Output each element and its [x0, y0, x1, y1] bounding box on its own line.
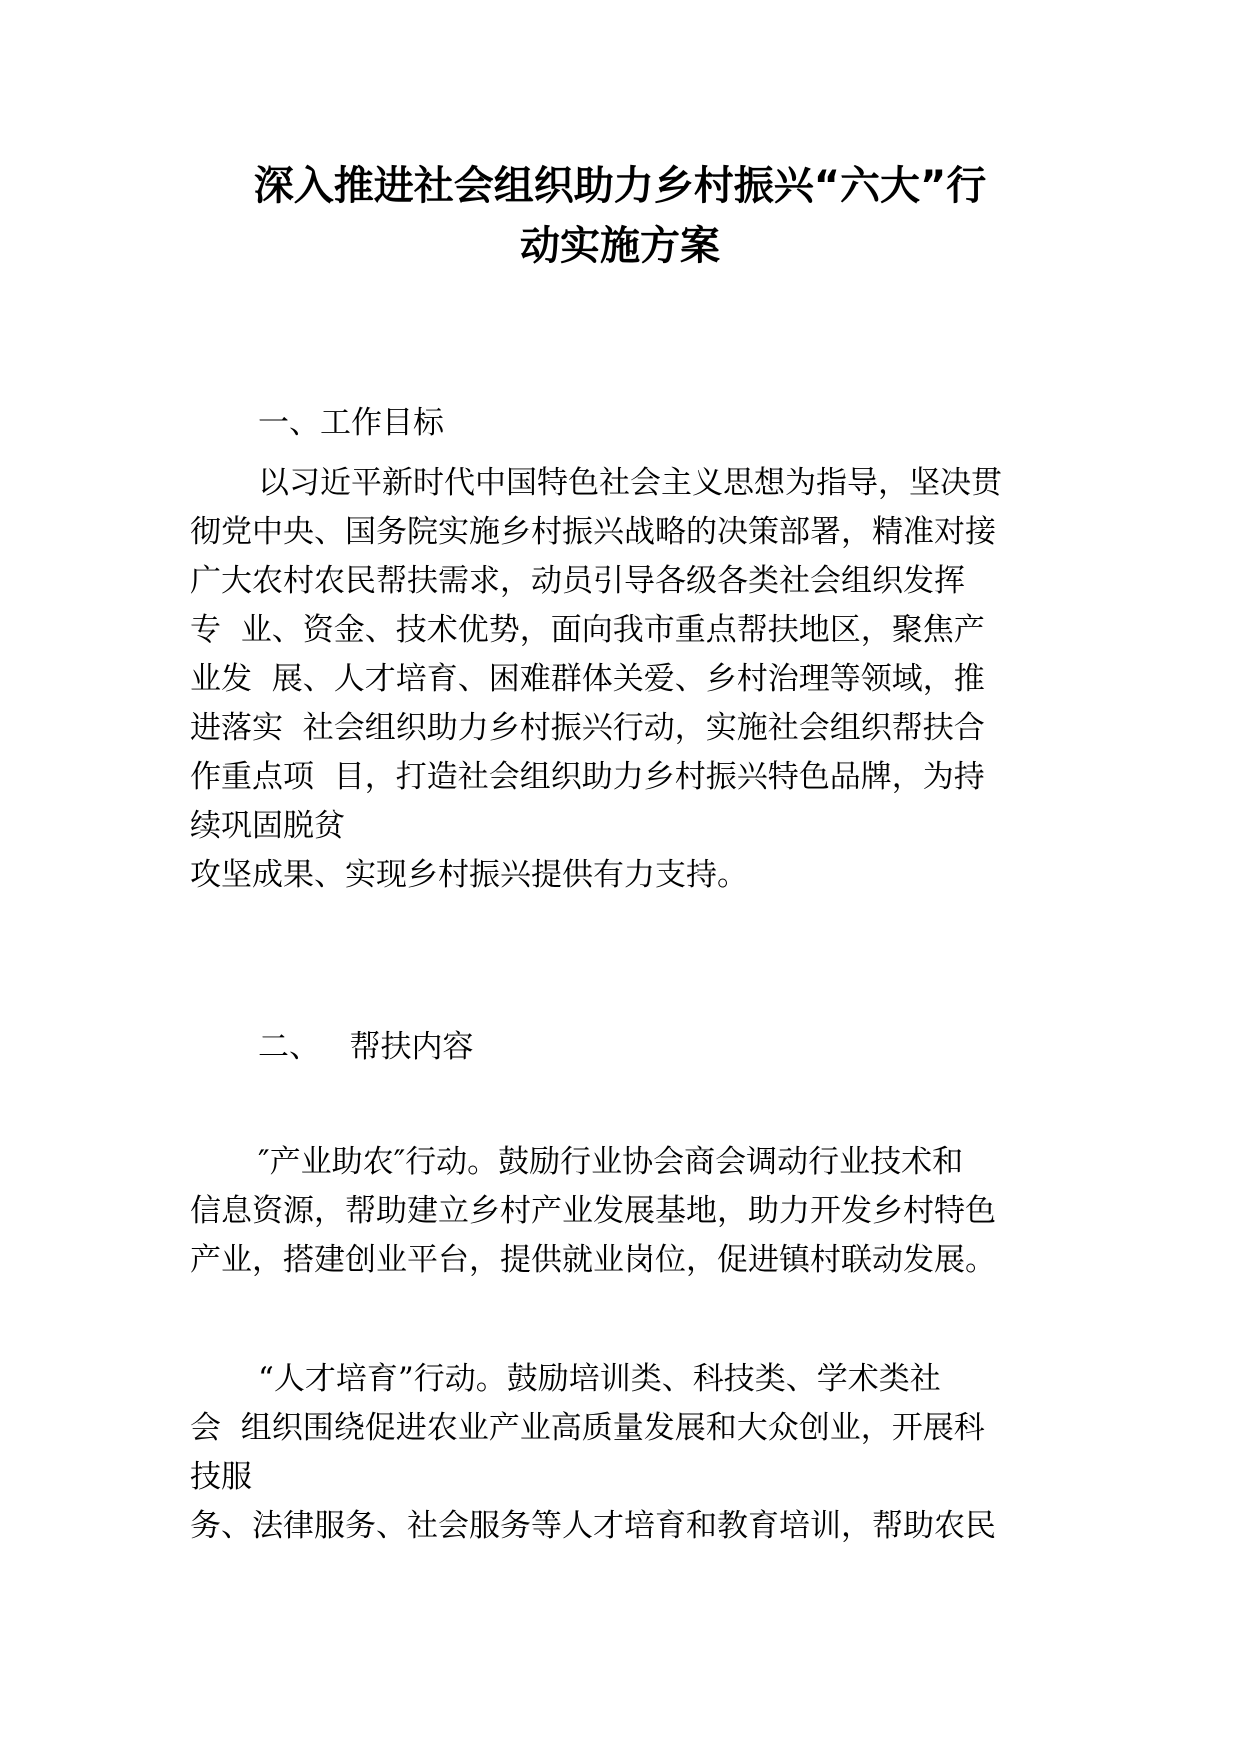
- document-title-line-2: 动实施方案: [520, 223, 720, 269]
- paragraph-line: 进落实 社会组织助力乡村振兴行动，实施社会组织帮扶合: [190, 710, 985, 746]
- section-heading-work-goals: 一、工作目标: [258, 405, 444, 441]
- paragraph-line: 会 组织围绕促进农业产业高质量发展和大众创业，开展科: [190, 1410, 985, 1446]
- paragraph-line: 广大农村农民帮扶需求，动员引导各级各类社会组织发挥: [190, 563, 965, 599]
- paragraph-line: 彻党中央、国务院实施乡村振兴战略的决策部署，精准对接: [190, 514, 996, 550]
- paragraph-line: “人才培育”行动。鼓励培训类、科技类、学术类社: [258, 1361, 941, 1397]
- paragraph-line: ″产业助农″行动。鼓励行业协会商会调动行业技术和: [258, 1144, 964, 1180]
- section-heading-assistance-content: 二、 帮扶内容: [258, 1029, 474, 1065]
- paragraph-line: 以习近平新时代中国特色社会主义思想为指导，坚决贯: [258, 465, 1002, 501]
- paragraph-line: 业发 展、人才培育、困难群体关爱、乡村治理等领域，推: [190, 661, 985, 697]
- paragraph-line: 续巩固脱贫: [190, 808, 345, 844]
- paragraph-line: 务、法律服务、社会服务等人才培育和教育培训，帮助农民: [190, 1508, 996, 1544]
- paragraph-line: 技服: [190, 1459, 252, 1495]
- paragraph-line: 信息资源，帮助建立乡村产业发展基地，助力开发乡村特色: [190, 1193, 996, 1229]
- paragraph-line: 作重点项 目，打造社会组织助力乡村振兴特色品牌，为持: [190, 759, 985, 795]
- paragraph-line: 产业，搭建创业平台，提供就业岗位，促进镇村联动发展。: [190, 1242, 996, 1278]
- paragraph-line: 攻坚成果、实现乡村振兴提供有力支持。: [190, 857, 748, 893]
- document-title-line-1: 深入推进社会组织助力乡村振兴“六大”行: [253, 163, 987, 209]
- paragraph-line: 专 业、资金、技术优势，面向我市重点帮扶地区，聚焦产: [190, 612, 985, 648]
